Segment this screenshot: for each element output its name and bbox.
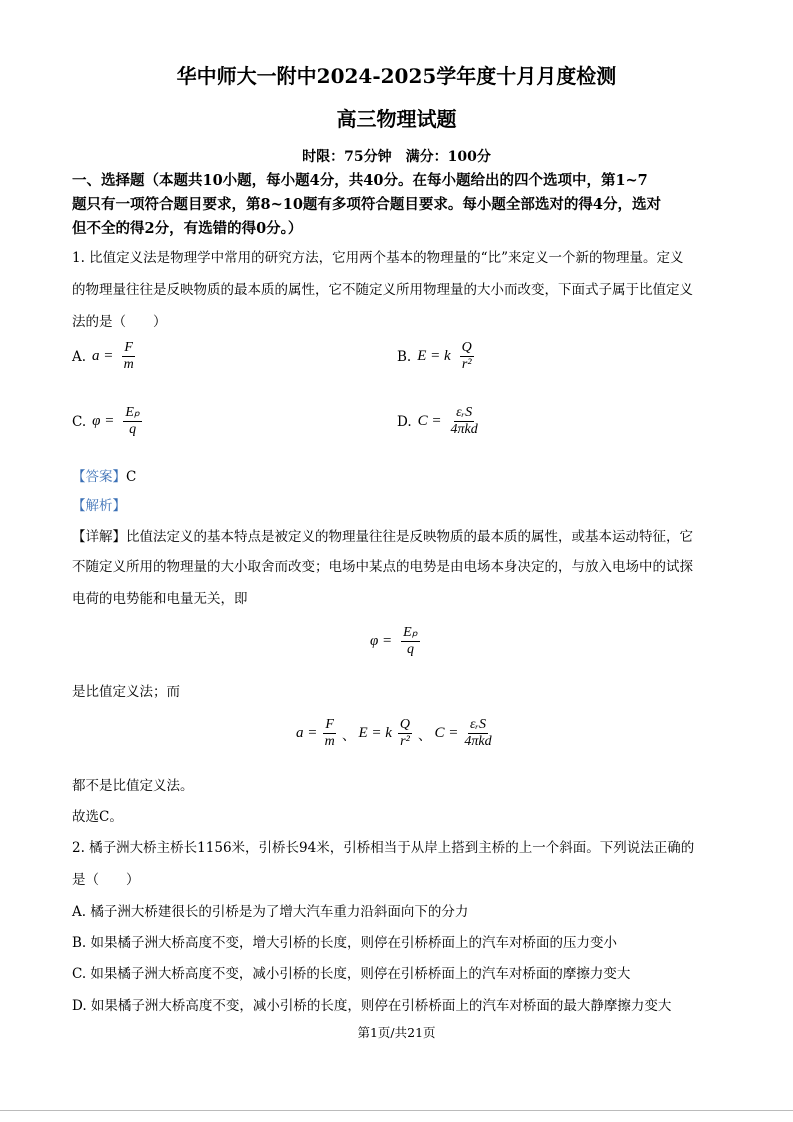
option-label: D. xyxy=(397,413,412,430)
numerator: F xyxy=(124,340,133,355)
option-label: A. xyxy=(72,348,87,365)
analysis-tag: 【解析】 xyxy=(72,498,126,514)
option-label: C. xyxy=(72,413,87,430)
page-title: 华中师大一附中2024-2025学年度十月月度检测 xyxy=(176,64,617,88)
formula-lhs: a = xyxy=(296,725,318,741)
detail-line: 不随定义所用的物理量的大小取舍而改变；电场中某点的电势是由电场本身决定的，与放入电场中的试探 xyxy=(72,559,693,575)
question-text: 2. 橘子洲大桥主桥长1156米，引桥长94米，引桥相当于从岸上搭到主桥的上一个斜面。下列说法正确的 xyxy=(72,840,695,856)
numerator: εᵣS xyxy=(456,405,473,420)
fraction xyxy=(122,340,135,373)
denominator: q xyxy=(406,642,414,657)
page-number: 第1页/共21页 xyxy=(357,1025,436,1040)
separator: 、 xyxy=(341,727,356,744)
option-a: A. 橘子洲大桥建很长的引桥是为了增大汽车重力沿斜面向下的分力 xyxy=(72,904,469,920)
fraction xyxy=(323,717,336,750)
formula-lhs: φ = xyxy=(92,413,115,429)
text-mid: 是比值定义法；而 xyxy=(72,684,180,700)
option-d: D. 如果橘子洲大桥高度不变，减小引桥的长度，则停在引桥桥面上的汽车对桥面的最大静摩擦力变大 xyxy=(72,998,672,1014)
section-line: 题只有一项符合题目要求，第8~10题有多项符合题目要求。每小题全部选对的得4分，选对 xyxy=(72,196,662,213)
fraction xyxy=(464,717,491,750)
denominator: r² xyxy=(400,734,410,749)
time-info: 时限：75分钟 满分：100分 xyxy=(302,149,491,165)
formula-group xyxy=(296,717,495,750)
page-bottom-divider xyxy=(0,1110,793,1111)
option-c xyxy=(72,405,145,438)
denominator: m xyxy=(123,357,134,372)
answer-value: C xyxy=(126,469,137,485)
detail-text: 比值法定义的基本特点是被定义的物理量往往是反映物质的最本质的属性，或基本运动特征，它 xyxy=(126,529,693,545)
numerator: F xyxy=(325,717,334,732)
detail-line: 电荷的电势能和电量无关，即 xyxy=(72,591,248,607)
numerator: Eₚ xyxy=(125,405,140,420)
option-a xyxy=(72,340,138,373)
option-d xyxy=(397,405,481,438)
denominator: 4πkd xyxy=(464,734,492,749)
question-text: 1. 比值定义法是物理学中常用的研究方法，它用两个基本的物理量的“比”来定义一个新的物理量。定义 xyxy=(72,250,684,266)
fraction xyxy=(123,405,142,438)
formula-lhs: φ = xyxy=(370,633,393,649)
answer-line xyxy=(72,468,136,486)
formula-lhs: E = k xyxy=(358,725,392,741)
numerator: εᵣS xyxy=(470,717,486,732)
denominator: q xyxy=(129,422,137,437)
detail-line xyxy=(72,528,693,546)
section-line: 一、选择题（本题共10小题，每小题4分，共40分。在每小题给出的四个选项中，第1~7 xyxy=(72,172,648,189)
option-b xyxy=(397,340,477,373)
text-end: 都不是比值定义法。 xyxy=(72,778,194,794)
answer-tag: 【答案】 xyxy=(72,469,126,485)
formula-phi xyxy=(370,625,423,658)
numerator: Q xyxy=(461,340,472,355)
formula-lhs: C = xyxy=(434,725,459,741)
fraction xyxy=(401,625,420,658)
question-text: 法的是（ ） xyxy=(72,314,167,330)
fraction xyxy=(398,717,412,750)
formula-lhs: E = k xyxy=(417,348,451,364)
question-text: 的物理量往往是反映物质的最本质的属性，它不随定义所用物理量的大小而改变，下面式子属于比值定义 xyxy=(72,282,693,298)
option-b: B. 如果橘子洲大桥高度不变，增大引桥的长度，则停在引桥桥面上的汽车对桥面的压力变小 xyxy=(72,935,618,951)
numerator: Eₚ xyxy=(403,625,418,640)
option-c: C. 如果橘子洲大桥高度不变，减小引桥的长度，则停在引桥桥面上的汽车对桥面的摩擦力变大 xyxy=(72,966,631,982)
detail-tag: 【详解】 xyxy=(72,529,126,545)
section-line: 但不全的得2分，有选错的得0分。） xyxy=(72,220,303,237)
option-label: B. xyxy=(397,348,412,365)
formula-lhs: a = xyxy=(92,348,114,364)
separator: 、 xyxy=(418,727,432,744)
denominator: r² xyxy=(461,357,472,372)
page-subtitle: 高三物理试题 xyxy=(336,107,457,131)
formula-lhs: C = xyxy=(417,413,442,429)
question-text: 是（ ） xyxy=(72,872,140,888)
fraction xyxy=(460,340,474,373)
denominator: m xyxy=(324,734,335,749)
choice-text: 故选C。 xyxy=(72,809,123,825)
fraction xyxy=(451,405,478,438)
numerator: Q xyxy=(399,717,411,732)
denominator: 4πkd xyxy=(450,422,478,437)
